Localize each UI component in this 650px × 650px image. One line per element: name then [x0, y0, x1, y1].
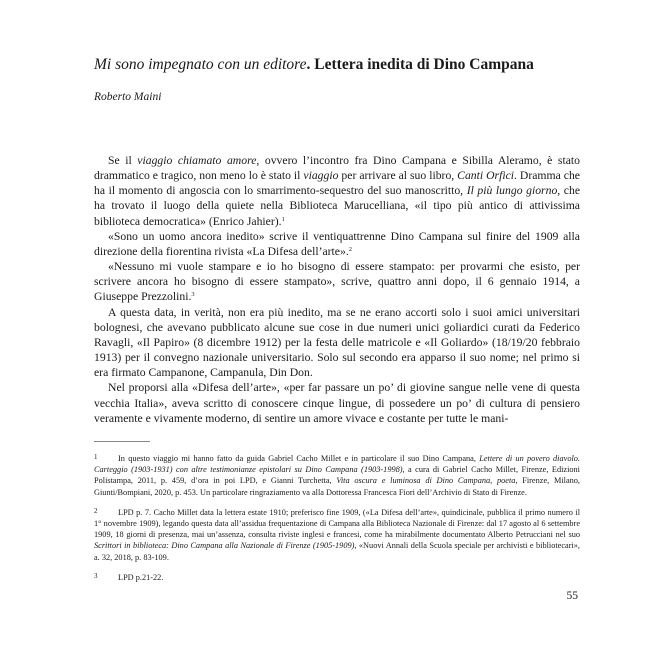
footnote-ref-3[interactable]: 3 — [191, 291, 195, 299]
article-body — [94, 153, 580, 426]
paragraph-4: A questa data, in verità, non era più inedito, ma se ne erano accorti solo i suoi amici universitari bolognesi, che avevano pubblicato alcune sue cose in due numeri unici goliardici curati da Federico Ravagli, «Il Papiro» (8 dicembre 1912) per la festa delle matricole e «Il Goliardo» (18/19/20 febbraio 1913) per il convegno nazionale universitario. Solo sul secondo era apparso il suo nome; nel primo si era firmato Campanone, Campanula, Din Don. — [94, 305, 580, 380]
title-italic-part: Mi sono impegnato con un editore — [94, 56, 307, 73]
footnote-number: 3 — [94, 571, 98, 580]
footnote-3: 3 LPD p.21-22. — [94, 571, 164, 582]
paragraph-3: «Nessuno mi vuole stampare e io ho bisogno di essere stampato: per provarmi che esisto, per scrivere ancora ho bisogno di essere stampato», scrive, quattro anni dopo, il 6 gennaio 1914, a Giuseppe Prezzolini.$^3$ — [94, 260, 580, 304]
page-number: 55 — [566, 590, 578, 602]
title-bold-part: . Lettera inedita di Dino Campana — [306, 56, 534, 73]
footnote-1: 1 In questo viaggio mi hanno fatto da guida Gabriel Cacho Millet e in particolare il suo Dino Campana, Lettere di un povero diavolo. Carteggio (1903-1931) con altre testimonianze epistolari su Dino Campana (1903-1998), a cura di Gabriel Cacho Millet, Firenze, Edizioni Polistampa, 2011, p. 459, d’ora in poi LPD, e Gianni Turchetta, Vita oscura e luminosa di Dino Campana, poeta, Firenze, Milano, Giunti/Bompiani, 2020, p. 453. Un particolare ringraziamento va alla Dottoressa Francesca Fiori dell’Archivio di Stato di Firenze. — [94, 453, 581, 497]
article-author: Roberto Maini — [94, 91, 162, 103]
footnote-ref-2[interactable]: 2 — [348, 245, 352, 253]
footnote-number: 2 — [94, 506, 98, 515]
footnote-2: 2 LPD p. 7. Cacho Millet data la lettera estate 1910; preferisco fine 1909, («La Difesa dell’arte», quindicinale, pubblica il primo numero il 1° novembre 1909), legando questa data all’assidua frequentazione di Campana alla Biblioteca Nazionale di Firenze: dal 17 agosto al 6 settembre 1909, 18 giorni di presenza, mai un’assenza, consulta riviste inglesi e francesi, come ha mirabilmente documentato Alberto Petrucciani nel suo Scrittori in biblioteca: Dino Campana alla Nazionale di Firenze (1905-1909), «Nuovi Annali della Scuola speciale per archivisti e bibliotecari», a. 32, 2018, p. 83-109. — [94, 506, 580, 562]
paragraph-2: «Sono un uomo ancora inedito» scrive il ventiquattrenne Dino Campana sul finire del 1909 alla direzione della fiorentina rivista «La Difesa dell’arte».$^2$ — [94, 229, 580, 258]
footnote-divider — [94, 441, 150, 442]
paragraph-5: Nel proporsi alla «Difesa dell’arte», «per far passare un po’ di giovine sangue nelle vene di questa vecchia Italia», aveva scritto di conoscere cinque lingue, di possedere un po’ di cultura di pensiero veramente e vivamente moderno, di sentire un amore vivace e costante per tutte le mani- — [94, 381, 580, 425]
article-title — [94, 56, 564, 74]
footnotes — [94, 452, 580, 591]
paragraph-1: Se il viaggio chiamato amore, ovvero l’incontro fra Dino Campana e Sibilla Aleramo, è stato drammatico e tragico, non meno lo è stato il viaggio per arrivare al suo libro, Canti Orfici. Dramma che ha il momento di angoscia con lo smarrimento-sequestro del suo manoscritto, Il più lungo giorno, che ha trovato il luogo della quiete nella Biblioteca Marucelliana, «il tipo più antico di attivissima biblioteca democratica» (Enrico Jahier).$^1$ — [94, 154, 581, 228]
footnote-ref-1[interactable]: 1 — [281, 215, 285, 223]
footnote-number: 1 — [94, 453, 98, 461]
